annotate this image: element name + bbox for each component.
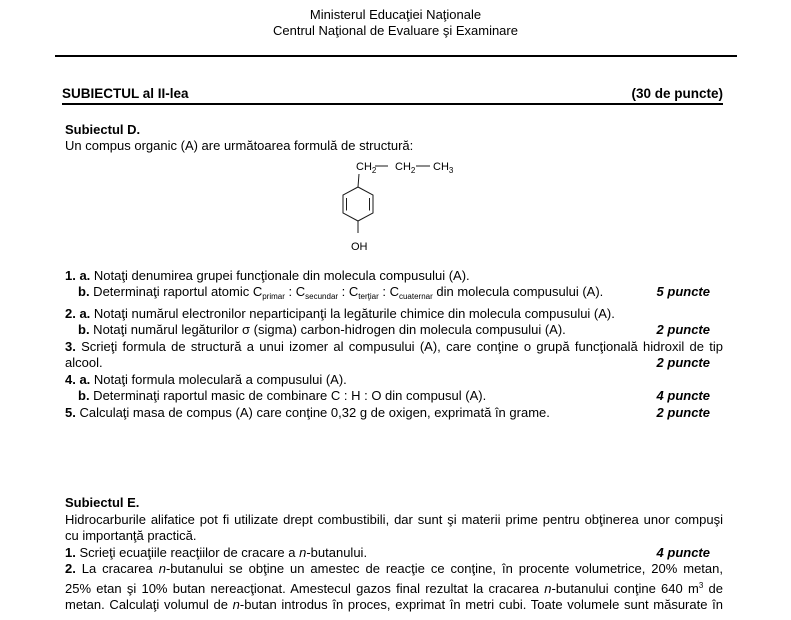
header-line1: Ministerul Educaţiei Naţionale <box>309 7 482 22</box>
question-text: Determinaţi raportul atomic C <box>89 284 263 300</box>
hydroxyl-group: OH <box>351 241 368 253</box>
question-number: 5. <box>65 404 76 420</box>
question-2a <box>65 306 723 322</box>
question-text: Scrieţi formula de structură a unui izomer al compusului (A), care conţine o grupă funcţională hidroxil de tip <box>75 338 723 354</box>
header-line2: Centrul Naţional de Evaluare şi Examinare <box>273 22 518 38</box>
subscript-cuaternar: cuaternar <box>398 292 433 302</box>
subject-e-intro-line2: cu importanţă practică. <box>65 528 197 544</box>
question-number: b. <box>78 284 90 300</box>
header-divider <box>55 55 737 57</box>
question-1a <box>65 268 723 284</box>
page-header <box>0 7 791 38</box>
subscript-tertiar: terţiar <box>358 292 379 302</box>
question-text: metan. Calculaţi volumul de <box>65 597 233 613</box>
question-number: b. <box>78 388 90 404</box>
subject-d-title: Subiectul D. <box>65 122 141 137</box>
subscript-primar: primar <box>262 292 285 302</box>
question-number: 2. a. <box>65 305 91 321</box>
superscript-cubed: 3 <box>698 580 704 590</box>
subject-e-intro-line1: Hidrocarburile alifatice pot fi utilizate drept combustibili, dar sunt şi materii prime pentru obţinerea unor compuşi <box>65 511 723 527</box>
italic-n: n <box>299 544 307 560</box>
question-3-line2 <box>65 355 723 371</box>
question-number: 2. <box>65 561 76 577</box>
benzene-ring <box>343 187 373 221</box>
question-text: Determinaţi raportul masic de combinare C : H : O din compusul (A). <box>89 388 487 404</box>
question-3-line1 <box>65 339 723 355</box>
question-e1: 1. Scrieţi ecuaţiile reacţiilor de cracare a n-butanului. 4 puncte <box>65 544 710 560</box>
question-text: 25% etan şi 10% butan nereacţionat. Amestecul gazos final rezultat la cracarea <box>65 580 545 596</box>
points-badge: 2 puncte <box>656 355 710 371</box>
italic-n: n <box>158 561 166 577</box>
subject-d-questions <box>65 268 723 421</box>
chain-group-3: $CH_3$ <box>433 161 454 175</box>
italic-n: n <box>232 597 240 613</box>
question-2b <box>65 322 723 338</box>
question-4a <box>65 372 723 388</box>
subject-e-title: Subiectul E. <box>65 495 140 510</box>
question-e2-line3: metan. Calculaţi volumul de n-butan introdus în proces, exprimat în metri cubi. Toate volumele sunt măsurate în <box>65 597 723 613</box>
question-text: Notaţi denumirea grupei funcţionale din molecula compusului (A). <box>90 268 470 283</box>
question-e2-line2: 25% etan şi 10% butan nereacţionat. Amestecul gazos final rezultat la cracarea n-butanului conţine 640 $m^3$ de <box>65 580 723 596</box>
question-text: Notaţi numărul legăturilor σ (sigma) carbon-hidrogen din molecula compusului (A). <box>89 322 566 338</box>
italic-n: n <box>544 580 552 596</box>
section-title: SUBIECTUL al II-lea <box>62 86 189 101</box>
question-number: 1. a. <box>65 268 91 283</box>
question-5 <box>65 405 723 421</box>
question-text: Scrieţi ecuaţiile reacţiilor de cracare a <box>75 544 300 560</box>
question-number: 3. <box>65 338 76 354</box>
question-text: La cracarea <box>75 561 159 577</box>
question-text: alcool. <box>65 355 103 371</box>
subscript-secundar: secundar <box>305 292 339 302</box>
question-number: b. <box>78 322 90 338</box>
question-4b <box>65 388 723 404</box>
chain-group-1: $CH_2$ <box>356 161 377 175</box>
structure-svg <box>325 154 470 257</box>
points-badge: 2 puncte <box>656 404 710 420</box>
points-badge: 2 puncte <box>656 322 710 338</box>
question-number: 4. a. <box>65 371 91 387</box>
bond-ring-chain <box>358 174 359 187</box>
points-badge: 4 puncte <box>656 388 710 404</box>
section-title-row <box>62 86 723 105</box>
question-text: Notaţi formula moleculară a compusului (A). <box>90 371 347 387</box>
subject-d-intro: Un compus organic (A) are următoarea formulă de structură: <box>65 138 414 153</box>
chemical-structure-diagram <box>325 154 470 260</box>
question-text: Calculaţi masa de compus (A) care conţine 0,32 g de oxigen, exprimată în grame. <box>75 404 550 420</box>
question-e2-line1: 2. La cracarea n-butanului se obţine un amestec de reacţie ce conţine, în procente volumetrice, 20% metan, <box>65 561 723 577</box>
points-badge: 5 puncte <box>656 284 710 300</box>
question-1b: b. Determinaţi raportul atomic $C_{primar}$ : $C_{secundar}$ : $C_{terţiar}$ : $C_{cuaternar}$ din molecula compusului (A). 5 puncte <box>78 284 710 302</box>
points-badge: 4 puncte <box>656 544 710 560</box>
subject-e <box>65 495 723 614</box>
section-points-total: (30 de puncte) <box>631 86 723 101</box>
question-text: Notaţi numărul electronilor neparticipanţi la legăturile chimice din molecula compusului (A). <box>90 305 615 321</box>
chain-group-2: $CH_2$ <box>395 161 416 175</box>
question-number: 1. <box>65 544 76 560</box>
